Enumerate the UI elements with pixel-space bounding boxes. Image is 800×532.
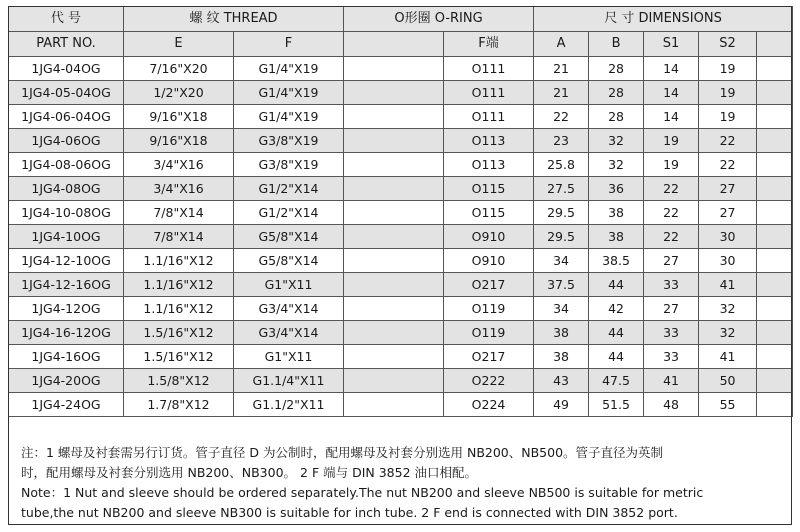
thread-f-cell: G1"X11 <box>234 345 344 369</box>
thread-f-cell: G5/8"X14 <box>234 249 344 273</box>
dim-a-cell: 37.5 <box>534 273 589 297</box>
oring-cell: O224 <box>444 393 534 417</box>
dim-s2-cell: 22 <box>699 129 757 153</box>
dim-s1-cell: 14 <box>644 57 699 81</box>
thread-e-cell: 1.1/16"X12 <box>124 297 234 321</box>
dim-s1-cell: 33 <box>644 273 699 297</box>
part-no-cell: 1JG4-04OG <box>9 57 124 81</box>
dim-b-cell: 38 <box>589 201 644 225</box>
col-b-header: B <box>589 32 644 57</box>
part-no-cell: 1JG4-10-08OG <box>9 201 124 225</box>
part-no-cell: 1JG4-05-04OG <box>9 81 124 105</box>
dim-s2-cell: 27 <box>699 177 757 201</box>
oring-cell: O217 <box>444 345 534 369</box>
oring-cell: O119 <box>444 321 534 345</box>
dim-s2-cell: 30 <box>699 225 757 249</box>
note-cn-line-1: 注：1 螺母及衬套需另行订货。管子直径 D 为公制时，配用螺母及衬套分别选用 NB200、NB500。管子直径为英制 <box>21 445 664 460</box>
oring-cell: O910 <box>444 249 534 273</box>
thread-e-cell: 7/8"X14 <box>124 201 234 225</box>
dim-a-cell: 27.5 <box>534 177 589 201</box>
thread-f-cell: G1/4"X19 <box>234 57 344 81</box>
dim-b-cell: 44 <box>589 273 644 297</box>
oring-cell: O222 <box>444 369 534 393</box>
part-no-cell: 1JG4-06-04OG <box>9 105 124 129</box>
dim-a-cell: 49 <box>534 393 589 417</box>
col-s1-header: S1 <box>644 32 699 57</box>
dim-b-cell: 42 <box>589 297 644 321</box>
dim-b-cell: 47.5 <box>589 369 644 393</box>
dim-a-cell: 43 <box>534 369 589 393</box>
dim-s1-cell: 14 <box>644 105 699 129</box>
dim-b-cell: 38.5 <box>589 249 644 273</box>
oring-cell: O111 <box>444 57 534 81</box>
dim-s1-cell: 19 <box>644 129 699 153</box>
dim-s2-cell: 19 <box>699 81 757 105</box>
dim-s2-cell: 32 <box>699 297 757 321</box>
dim-b-cell: 44 <box>589 321 644 345</box>
dim-a-cell: 22 <box>534 105 589 129</box>
part-no-cell: 1JG4-08OG <box>9 177 124 201</box>
dim-a-cell: 34 <box>534 297 589 321</box>
oring-cell: O115 <box>444 201 534 225</box>
thread-e-cell: 3/4"X16 <box>124 153 234 177</box>
dim-s1-cell: 19 <box>644 153 699 177</box>
dim-b-cell: 38 <box>589 225 644 249</box>
part-no-cell: 1JG4-06OG <box>9 129 124 153</box>
thread-e-cell: 1.5/16"X12 <box>124 345 234 369</box>
col-fend-header: F端 <box>444 32 534 57</box>
dim-b-cell: 36 <box>589 177 644 201</box>
thread-e-cell: 1.1/16"X12 <box>124 249 234 273</box>
col-s2-header: S2 <box>699 32 757 57</box>
thread-f-cell: G1/2"X14 <box>234 177 344 201</box>
dimensions-header: 尺 寸 DIMENSIONS <box>534 7 793 32</box>
part-cn-header: 代 号 <box>9 7 124 32</box>
thread-e-cell: 1.7/8"X12 <box>124 393 234 417</box>
col-a-header: A <box>534 32 589 57</box>
oring-cell: O119 <box>444 297 534 321</box>
thread-f-cell: G1/4"X19 <box>234 105 344 129</box>
part-no-cell: 1JG4-20OG <box>9 369 124 393</box>
dim-b-cell: 32 <box>589 129 644 153</box>
dim-a-cell: 25.8 <box>534 153 589 177</box>
thread-f-cell: G1"X11 <box>234 273 344 297</box>
dim-a-cell: 38 <box>534 321 589 345</box>
oring-cell: O115 <box>444 177 534 201</box>
part-no-header: PART NO. <box>9 32 124 57</box>
col-f-header: F <box>234 32 344 57</box>
dim-a-cell: 21 <box>534 57 589 81</box>
dim-b-cell: 32 <box>589 153 644 177</box>
part-no-cell: 1JG4-24OG <box>9 393 124 417</box>
thread-f-cell: G1/2"X14 <box>234 201 344 225</box>
part-no-cell: 1JG4-10OG <box>9 225 124 249</box>
dim-s2-cell: 41 <box>699 273 757 297</box>
dim-s2-cell: 55 <box>699 393 757 417</box>
oring-cell: O910 <box>444 225 534 249</box>
dim-b-cell: 28 <box>589 81 644 105</box>
dim-s2-cell: 27 <box>699 201 757 225</box>
dim-a-cell: 21 <box>534 81 589 105</box>
dim-s1-cell: 22 <box>644 225 699 249</box>
thread-f-cell: G5/8"X14 <box>234 225 344 249</box>
dim-s1-cell: 14 <box>644 81 699 105</box>
dim-s2-cell: 32 <box>699 321 757 345</box>
outer-frame <box>8 6 792 525</box>
part-no-cell: 1JG4-12-16OG <box>9 273 124 297</box>
thread-header: 螺 纹 THREAD <box>124 7 344 32</box>
note-en-line-1: Note：1 Nut and sleeve should be ordered separately.The nut NB200 and sleeve NB500 is suitable for metric <box>21 485 704 500</box>
part-no-cell: 1JG4-08-06OG <box>9 153 124 177</box>
dim-a-cell: 23 <box>534 129 589 153</box>
part-no-cell: 1JG4-12-10OG <box>9 249 124 273</box>
oring-cell: O111 <box>444 105 534 129</box>
dim-s2-cell: 19 <box>699 105 757 129</box>
dim-s1-cell: 41 <box>644 369 699 393</box>
col-e-header: E <box>124 32 234 57</box>
thread-f-cell: G3/4"X14 <box>234 321 344 345</box>
dim-b-cell: 44 <box>589 345 644 369</box>
dim-s2-cell: 41 <box>699 345 757 369</box>
oring-header: O形圈 O-RING <box>344 7 534 32</box>
dim-s1-cell: 33 <box>644 345 699 369</box>
thread-f-cell: G3/8"X19 <box>234 153 344 177</box>
thread-e-cell: 3/4"X16 <box>124 177 234 201</box>
dim-s2-cell: 22 <box>699 153 757 177</box>
dim-a-cell: 38 <box>534 345 589 369</box>
thread-e-cell: 9/16"X18 <box>124 129 234 153</box>
thread-e-cell: 1/2"X20 <box>124 81 234 105</box>
thread-e-cell: 1.1/16"X12 <box>124 273 234 297</box>
note-en-line-2: tube,the nut NB200 and sleeve NB300 is suitable for inch tube. 2 F end is connected with DIN 3852 port. <box>21 505 678 520</box>
thread-e-cell: 1.5/16"X12 <box>124 321 234 345</box>
thread-f-cell: G1/4"X19 <box>234 81 344 105</box>
oring-cell: O113 <box>444 153 534 177</box>
note-cn-line-2: 时，配用螺母及衬套分别选用 NB200、NB300。 2 F 端与 DIN 3852 油口相配。 <box>21 465 478 480</box>
thread-e-cell: 7/8"X14 <box>124 225 234 249</box>
thread-e-cell: 7/16"X20 <box>124 57 234 81</box>
oring-cell: O217 <box>444 273 534 297</box>
dim-b-cell: 28 <box>589 57 644 81</box>
dim-s2-cell: 19 <box>699 57 757 81</box>
dim-s1-cell: 27 <box>644 297 699 321</box>
dim-a-cell: 34 <box>534 249 589 273</box>
dim-a-cell: 29.5 <box>534 201 589 225</box>
thread-f-cell: G1.1/4"X11 <box>234 369 344 393</box>
thread-f-cell: G3/4"X14 <box>234 297 344 321</box>
part-no-cell: 1JG4-16OG <box>9 345 124 369</box>
thread-f-cell: G3/8"X19 <box>234 129 344 153</box>
dim-s2-cell: 50 <box>699 369 757 393</box>
oring-cell: O111 <box>444 81 534 105</box>
dim-s1-cell: 22 <box>644 177 699 201</box>
oring-cell: O113 <box>444 129 534 153</box>
dim-b-cell: 28 <box>589 105 644 129</box>
dim-a-cell: 29.5 <box>534 225 589 249</box>
part-no-cell: 1JG4-12OG <box>9 297 124 321</box>
thread-e-cell: 9/16"X18 <box>124 105 234 129</box>
dim-s2-cell: 30 <box>699 249 757 273</box>
thread-e-cell: 1.5/8"X12 <box>124 369 234 393</box>
thread-f-cell: G1.1/2"X11 <box>234 393 344 417</box>
dim-s1-cell: 48 <box>644 393 699 417</box>
dim-s1-cell: 27 <box>644 249 699 273</box>
part-no-cell: 1JG4-16-12OG <box>9 321 124 345</box>
dim-s1-cell: 22 <box>644 201 699 225</box>
dim-s1-cell: 33 <box>644 321 699 345</box>
dim-b-cell: 51.5 <box>589 393 644 417</box>
